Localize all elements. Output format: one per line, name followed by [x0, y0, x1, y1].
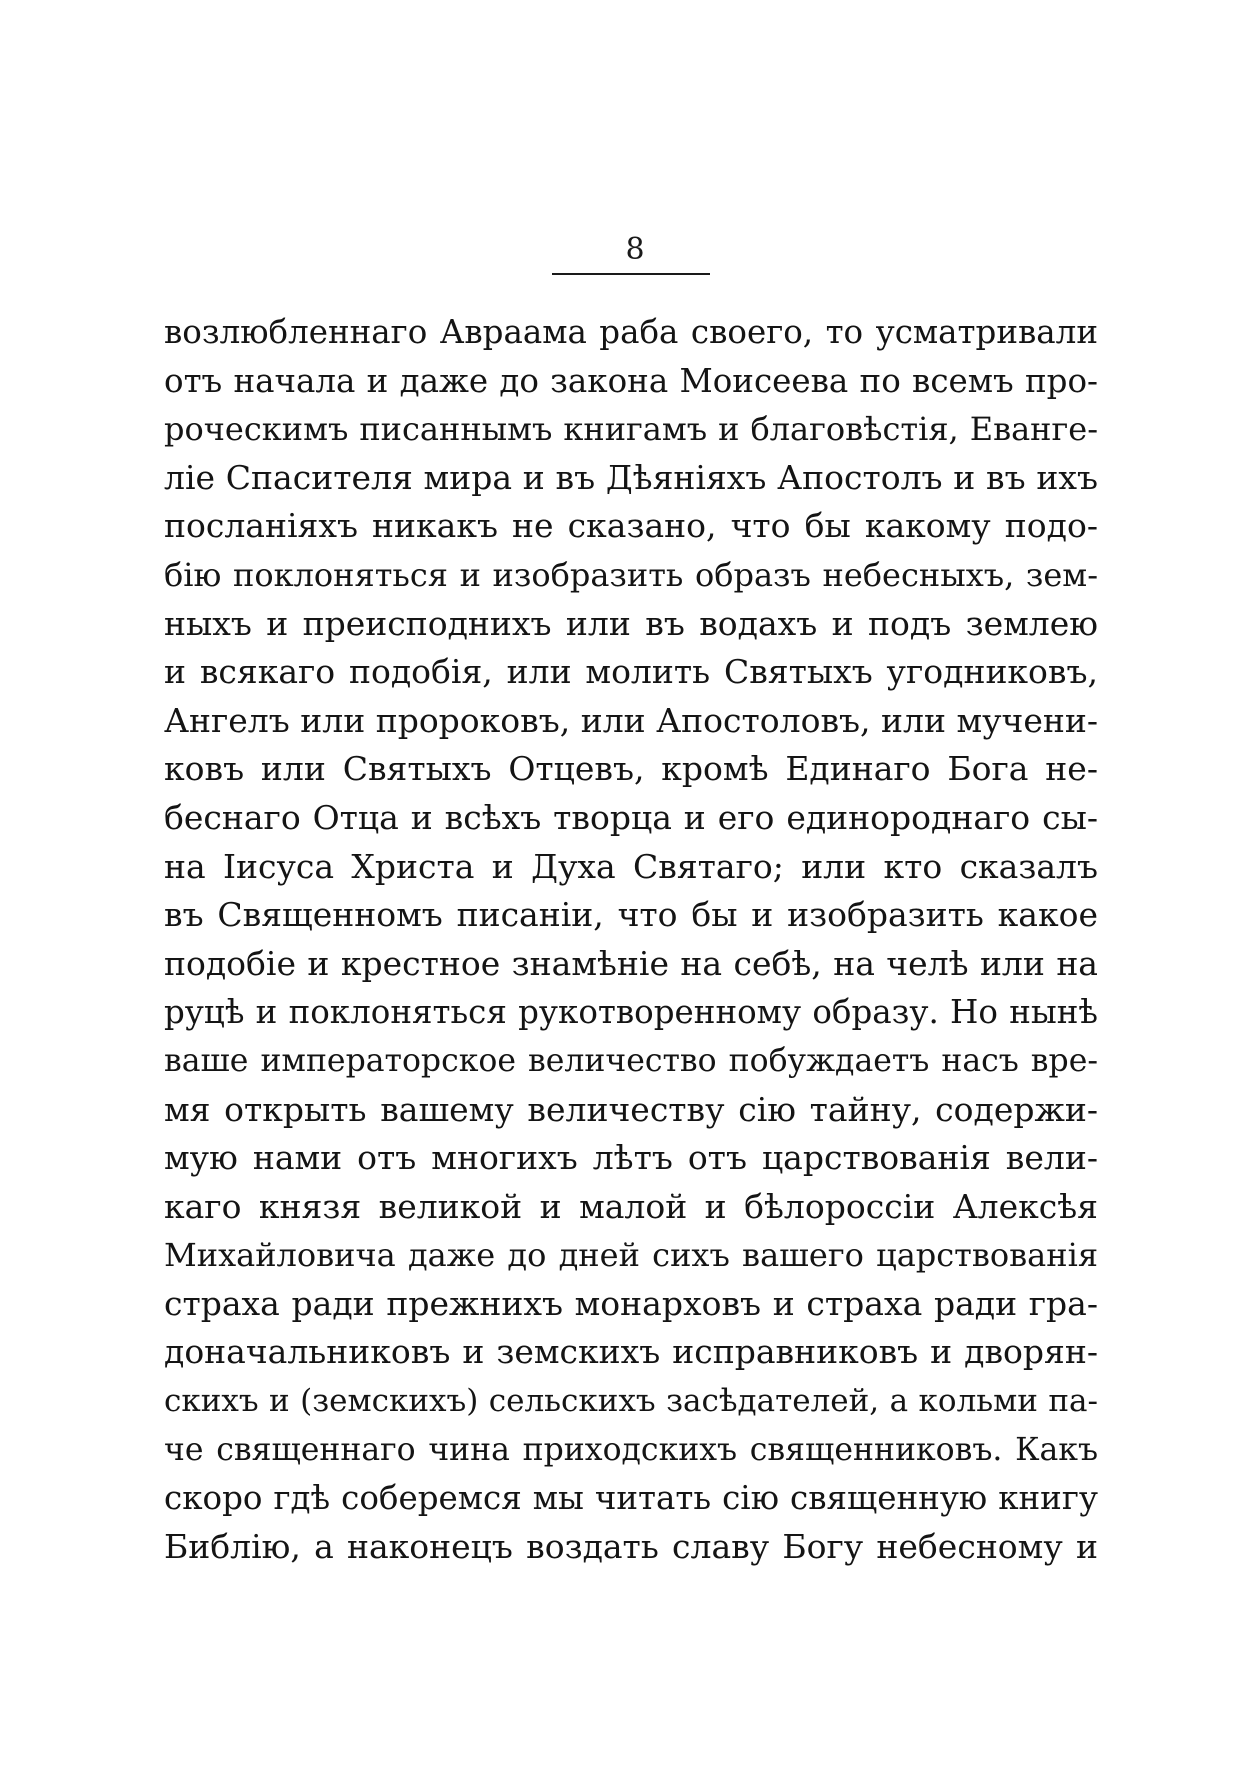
- text-line: бію поклоняться и изобразить образъ небесныхъ, зем-: [164, 555, 1098, 594]
- text-line: каго князя великой и малой и бѣлороссіи Алексѣя: [164, 1186, 1098, 1226]
- text-line: страха ради прежнихъ монарховъ и страха ради гра-: [164, 1283, 1098, 1323]
- text-line: въ Священномъ писаніи, что бы и изобразить какое: [164, 895, 1098, 935]
- text-line: возлюбленнаго Авраама раба своего, то усматривали: [164, 313, 1098, 351]
- text-line: на Іисуса Христа и Духа Святаго; или кто сказалъ: [164, 846, 1098, 886]
- text-line: и всякаго подобія, или молить Святыхъ угодниковъ,: [164, 652, 1098, 692]
- text-line: мя открыть вашему величеству сію тайну, содержи-: [164, 1089, 1098, 1129]
- text-line: Ангелъ или пророковъ, или Апостоловъ, или мучени-: [164, 700, 1098, 740]
- text-line: ныхъ и преисподнихъ или въ водахъ и подъ землею: [164, 603, 1098, 643]
- text-line: Михайловича даже до дней сихъ вашего царствованія: [164, 1236, 1098, 1275]
- text-line: мую нами отъ многихъ лѣтъ отъ царствованія вели-: [164, 1138, 1098, 1178]
- text-line: ваше императорское величество побуждаетъ насъ вре-: [164, 1042, 1098, 1079]
- text-line: ліе Спасителя мира и въ Дѣяніяхъ Апостолъ и въ ихъ: [164, 457, 1098, 497]
- header-rule: [552, 273, 710, 275]
- text-line: скоро гдѣ соберемся мы читать сію священную книгу: [164, 1479, 1098, 1518]
- page-number: 8: [625, 232, 645, 267]
- text-line: беснаго Отца и всѣхъ творца и его единороднаго сы-: [164, 797, 1098, 837]
- text-line: отъ начала и даже до закона Моисеева по всемъ про-: [164, 361, 1098, 400]
- text-line: доначальниковъ и земскихъ исправниковъ и дворян-: [164, 1332, 1098, 1372]
- text-line: скихъ и (земскихъ) сельскихъ засѣдателей, а кольми па-: [164, 1383, 1098, 1420]
- text-line: подобіе и крестное знамѣніе на себѣ, на челѣ или на: [164, 943, 1098, 983]
- text-line: руцѣ и поклоняться рукотворенному образу. Но нынѣ: [164, 993, 1098, 1032]
- text-line: ковъ или Святыхъ Отцевъ, кромѣ Единаго Бога не-: [164, 749, 1098, 789]
- text-line: че священнаго чина приходскихъ священниковъ. Какъ: [164, 1431, 1098, 1468]
- body-text: [164, 308, 1098, 1571]
- text-line: Библію, а наконецъ воздать славу Богу небесному и: [164, 1526, 1098, 1566]
- text-line: посланіяхъ никакъ не сказано, что бы какому подо-: [164, 506, 1098, 546]
- text-line: роческимъ писаннымъ книгамъ и благовѣстія, Еванге-: [164, 410, 1098, 449]
